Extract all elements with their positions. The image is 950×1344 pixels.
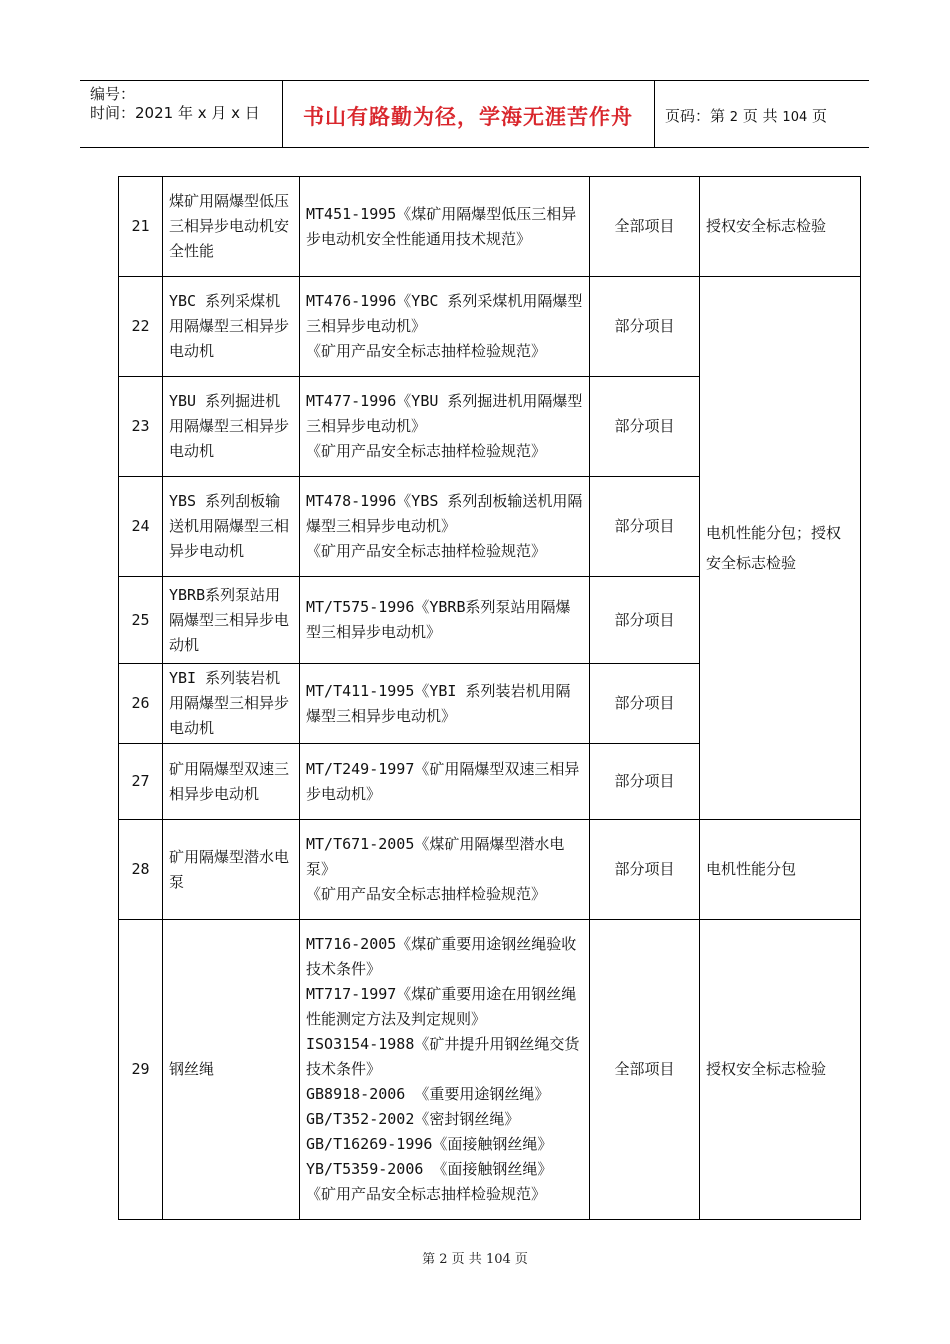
header-slogan-cell: [282, 81, 655, 147]
standard-line: MT717-1997《煤矿重要用途在用钢丝绳性能测定方法及判定规则》: [306, 985, 577, 1028]
remark: 授权安全标志检验: [700, 920, 861, 1220]
row-number: 27: [119, 744, 163, 820]
standard-line: MT/T575-1996《YBRB系列泵站用隔爆型三相异步电动机》: [306, 598, 571, 641]
standard-basis: [300, 277, 590, 377]
standard-line: MT476-1996《YBC 系列采煤机用隔爆型三相异步电动机》: [306, 292, 583, 335]
remark: 电机性能分包: [700, 820, 861, 920]
standard-basis: [300, 744, 590, 820]
page-prefix: 页码：第: [665, 107, 726, 125]
product-name: 矿用隔爆型潜水电泵: [163, 820, 300, 920]
test-scope: 全部项目: [590, 177, 700, 277]
row-number: 25: [119, 577, 163, 664]
remark-merged: 电机性能分包；授权安全标志检验: [700, 277, 861, 820]
page-footer: [0, 1248, 950, 1267]
row-number: 22: [119, 277, 163, 377]
standard-line: GB/T16269-1996《面接触钢丝绳》: [306, 1135, 553, 1153]
standard-line: 《矿用产品安全标志抽样检验规范》: [306, 542, 547, 560]
standard-line: MT716-2005《煤矿重要用途钢丝绳验收技术条件》: [306, 935, 577, 978]
table-row: [119, 820, 861, 920]
test-scope: 部分项目: [590, 664, 700, 744]
standard-basis: [300, 477, 590, 577]
test-scope: 全部项目: [590, 920, 700, 1220]
standard-line: MT/T411-1995《YBI 系列装岩机用隔爆型三相异步电动机》: [306, 681, 571, 725]
number-label: 编号：: [90, 85, 136, 103]
page-total: 104: [782, 110, 808, 125]
slogan: 书山有路勤为径，学海无涯苦作舟: [303, 105, 633, 129]
standard-line: MT451-1995《煤矿用隔爆型低压三相异步电动机安全性能通用技术规范》: [306, 204, 577, 248]
product-name: YBU 系列掘进机用隔爆型三相异步电动机: [163, 377, 300, 477]
product-name: 煤矿用隔爆型低压三相异步电动机安全性能: [163, 177, 300, 277]
table-row: [119, 277, 861, 377]
page-mid: 页 共: [742, 107, 778, 125]
test-scope: 部分项目: [590, 277, 700, 377]
standards-table-body: [119, 177, 861, 1220]
test-scope: 部分项目: [590, 577, 700, 664]
product-name: 钢丝绳: [163, 920, 300, 1220]
test-scope: 部分项目: [590, 744, 700, 820]
footer-current: 2: [439, 1252, 448, 1267]
footer-mid: 页 共: [451, 1252, 482, 1267]
product-name: YBI 系列装岩机用隔爆型三相异步电动机: [163, 664, 300, 744]
row-number: 28: [119, 820, 163, 920]
standard-line: 《矿用产品安全标志抽样检验规范》: [306, 1185, 547, 1203]
product-name: 矿用隔爆型双速三相异步电动机: [163, 744, 300, 820]
standard-line: MT/T671-2005《煤矿用隔爆型潜水电泵》: [306, 835, 565, 878]
table-row: [119, 177, 861, 277]
standard-basis: [300, 664, 590, 744]
standard-line: MT478-1996《YBS 系列刮板输送机用隔爆型三相异步电动机》: [306, 492, 583, 535]
footer-suffix: 页: [514, 1252, 528, 1267]
standard-basis: [300, 920, 590, 1220]
standard-basis: [300, 177, 590, 277]
page-header: [80, 80, 869, 148]
product-name: YBS 系列刮板输送机用隔爆型三相异步电动机: [163, 477, 300, 577]
row-number: 24: [119, 477, 163, 577]
standard-basis: [300, 577, 590, 664]
header-page-code: [655, 81, 869, 147]
standard-line: MT477-1996《YBU 系列掘进机用隔爆型三相异步电动机》: [306, 392, 583, 435]
footer-total: 104: [485, 1252, 511, 1267]
standard-line: 《矿用产品安全标志抽样检验规范》: [306, 342, 547, 360]
test-scope: 部分项目: [590, 477, 700, 577]
row-number: 26: [119, 664, 163, 744]
standard-line: 《矿用产品安全标志抽样检验规范》: [306, 885, 547, 903]
header-meta: [80, 81, 283, 147]
standard-line: GB8918-2006 《重要用途钢丝绳》: [306, 1085, 550, 1103]
test-scope: 部分项目: [590, 377, 700, 477]
standard-line: 《矿用产品安全标志抽样检验规范》: [306, 442, 547, 460]
page-current: 2: [729, 110, 739, 125]
product-name: YBRB系列泵站用隔爆型三相异步电动机: [163, 577, 300, 664]
row-number: 23: [119, 377, 163, 477]
row-number: 29: [119, 920, 163, 1220]
time-label: 时间：2021 年 x 月 x 日: [90, 104, 260, 122]
remark: 授权安全标志检验: [700, 177, 861, 277]
page-suffix: 页: [812, 107, 828, 125]
standard-line: GB/T352-2002《密封钢丝绳》: [306, 1110, 520, 1128]
standard-basis: [300, 377, 590, 477]
standard-line: ISO3154-1988《矿井提升用钢丝绳交货技术条件》: [306, 1035, 580, 1078]
row-number: 21: [119, 177, 163, 277]
standard-line: YB/T5359-2006 《面接触钢丝绳》: [306, 1160, 553, 1178]
product-name: YBC 系列采煤机用隔爆型三相异步电动机: [163, 277, 300, 377]
standards-table: [118, 176, 861, 1220]
standard-line: MT/T249-1997《矿用隔爆型双速三相异步电动机》: [306, 759, 580, 803]
footer-prefix: 第: [422, 1252, 436, 1267]
standard-basis: [300, 820, 590, 920]
page-code: [665, 105, 827, 126]
table-row: [119, 920, 861, 1220]
test-scope: 部分项目: [590, 820, 700, 920]
